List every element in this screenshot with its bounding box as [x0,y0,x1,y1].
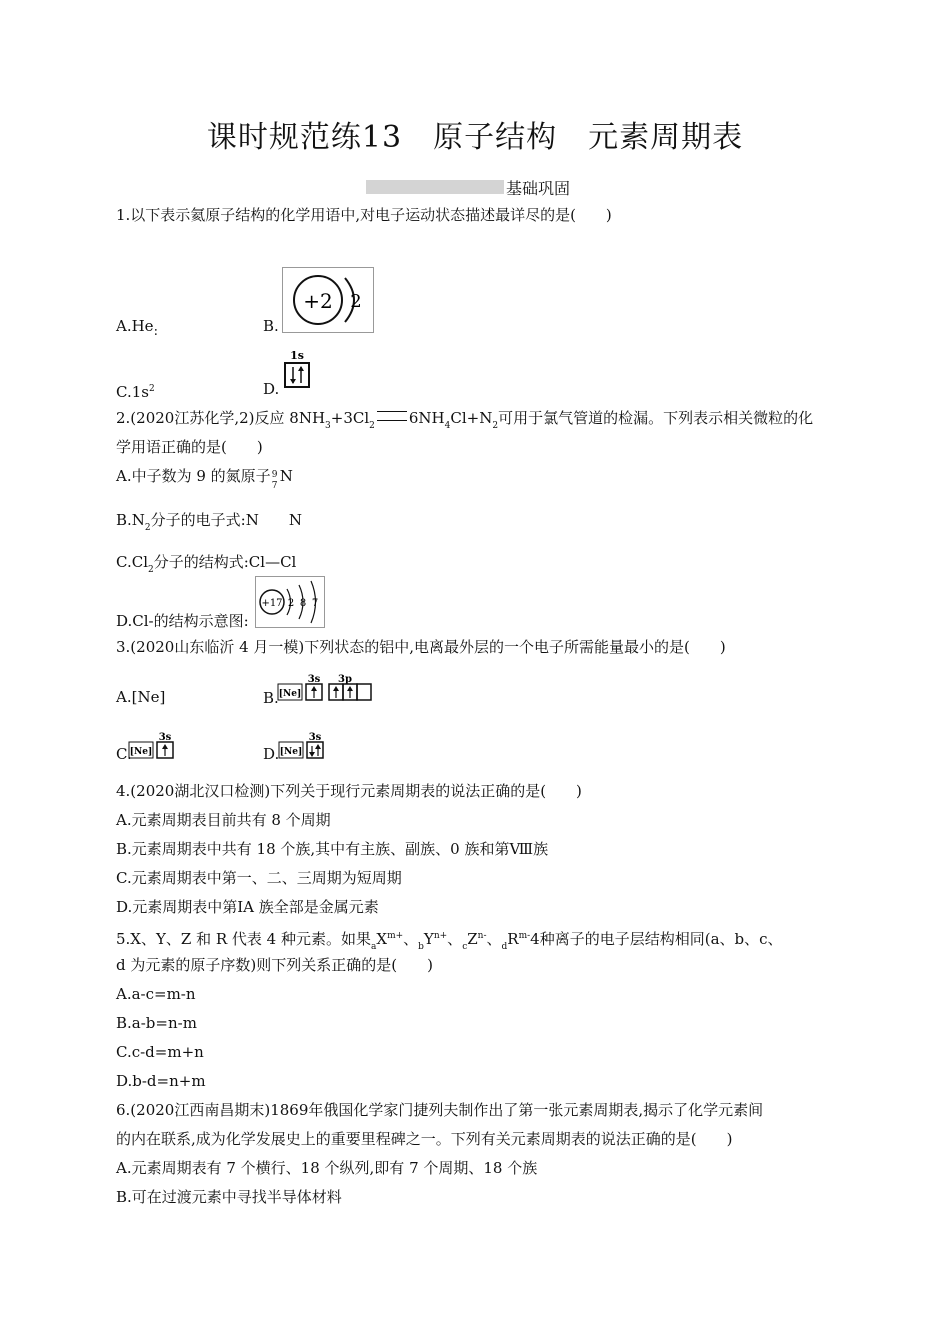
q5-option-b: B.a-b=n-m [116,1014,197,1032]
q1-option-d-label: D. [263,380,280,398]
q2-option-d: D.Cl-的结构示意图: [116,612,249,630]
svg-text:3s: 3s [307,674,321,685]
svg-text:3s: 3s [308,732,322,743]
svg-text:3p: 3p [338,674,352,685]
q3-option-c-config [128,730,176,760]
svg-text:3s: 3s [158,732,172,743]
q1-d-orbital-label: 1s [290,349,304,362]
q4-option-c: C.元素周期表中第一、二、三周期为短周期 [116,869,402,887]
q6-option-b: B.可在过渡元素中寻找半导体材料 [116,1188,342,1206]
q1-option-b-label: B. [263,317,279,335]
q3-option-c-label: C. [116,745,132,763]
q3-stem: 3.(2020山东临沂 4 月一模)下列状态的铝中,电离最外层的一个电子所需能量最小的是( ) [116,638,726,656]
q2-option-c: $C.Cl_2$分子的结构式:Cl—Cl [116,553,297,575]
q2-d-shell-3: 7 [311,598,319,609]
q5-option-d: D.b-d=n+m [116,1072,206,1090]
page-title: 课时规范练13 原子结构 元素周期表 [206,120,744,155]
q5-option-c: C.c-d=m+n [116,1043,204,1061]
q3-option-b-label: B. [263,689,279,707]
q1-b-shell: 2 [350,291,362,312]
q3-option-d-config [278,730,326,760]
q2-option-a: A.中子数为 9 的氮原子 9 7 N [116,467,293,491]
q3-option-d-label: D. [263,745,280,763]
q1-option-b-atom-diagram [282,267,374,333]
q4-option-a: A.元素周期表目前共有 8 个周期 [116,811,331,829]
q4-option-b: B.元素周期表中共有 18 个族,其中有主族、副族、0 族和第Ⅷ族 [116,840,549,858]
q1-option-c-label: C.1s [116,383,149,401]
q2-option-d-cl-ion-diagram [255,576,325,628]
q1-b-nucleus: +2 [303,289,333,313]
q1-stem: 1.以下表示氦原子结构的化学用语中,对电子运动状态描述最详尽的是( ) [116,206,612,224]
q2-d-shell-1: 2 [287,598,295,609]
q5-stem-line1: 5.X、Y、Z 和 R 代表 4 种元素。如果$_aX^{m+}$、$_bY^{n+}$、$_cZ^{n-}$、$_dR^{m-}4$种离子的电子层结构相同(a、b、c、 [116,930,783,952]
q1-option-d-orbital-diagram [282,348,312,390]
svg-text:[Ne]: [Ne] [279,747,303,757]
q2-d-shell-2: 8 [299,598,307,609]
q3-option-a: A.[Ne] [116,688,166,706]
q2-stem-line1: 2.(2020江苏化学,2)反应 $8NH_3+3Cl_2$ $6NH_4Cl+N_2$可用于氯气管道的检漏。下列表示相关微粒的化 [116,409,814,431]
q5-option-a: A.a-c=m-n [116,985,196,1003]
q6-stem-line2: 的内在联系,成为化学发展史上的重要里程碑之一。下列有关元素周期表的说法正确的是( ) [116,1130,733,1148]
section-header [366,176,570,198]
section-bar [366,180,504,194]
q4-option-d: D.元素周期表中第ⅠA 族全部是金属元素 [116,898,379,916]
q2-d-nucleus: +17 [261,598,283,609]
q4-stem: 4.(2020湖北汉口检测)下列关于现行元素周期表的说法正确的是( ) [116,782,582,800]
q1-option-c: $C.1s^2$ [116,383,155,401]
svg-text:[Ne]: [Ne] [278,689,302,699]
q6-option-a: A.元素周期表有 7 个横行、18 个纵列,即有 7 个周期、18 个族 [116,1159,538,1177]
section-label: 基础巩固 [506,178,571,198]
q1-option-a-label: A.He [116,317,154,335]
svg-text:[Ne]: [Ne] [129,747,153,757]
q6-stem-line1: 6.(2020江西南昌期末)1869年俄国化学家门捷列夫制作出了第一张元素周期表,揭示了化学元素间 [116,1101,764,1119]
q5-stem-line2: d 为元素的原子序数)则下列关系正确的是( ) [116,956,433,974]
q3-option-b-config [277,672,373,702]
q2-stem-line2: 学用语正确的是( ) [116,438,263,456]
q1-option-a: A.He: [116,317,158,339]
q2-option-b: $B.N_2$分子的电子式:N N [116,511,302,533]
